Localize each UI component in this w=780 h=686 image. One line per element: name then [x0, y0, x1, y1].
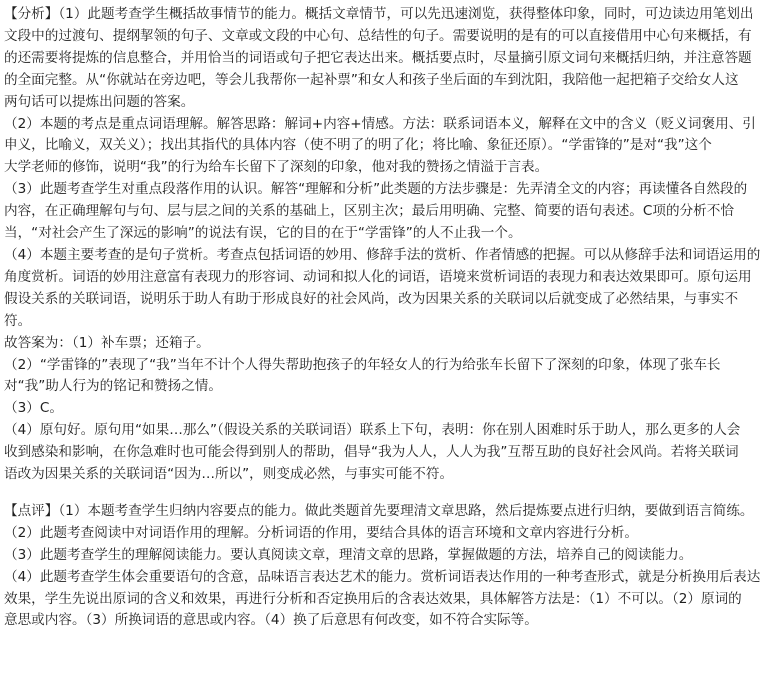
analysis-line: 内容，在正确理解句与句、层与层之间的关系的基础上，区别主次；最后用明确、完整、简要的语句表述。C项的分析不恰: [4, 203, 734, 220]
answer-line: （4）原句好。原句用“如果…那么”（假设关系的关联词语）联系上下句，表明：你在别人困难时乐于助人，那么更多的人会: [4, 422, 741, 439]
answer-line: 语改为因果关系的关联词语“因为…所以”，则变成必然，与事实可能不符。: [4, 466, 454, 483]
analysis-line: 两句话可以提炼出问题的答案。: [4, 93, 195, 110]
comment-line: （4）此题考查学生体会重要语句的含意，品味语言表达艺术的能力。赏析词语表达作用的一种考查形式，就是分析换用后表达: [4, 568, 761, 585]
analysis-line: 假设关系的关联词语，说明乐于助人有助于形成良好的社会风尚，改为因果关系的关联词以后就变成了必然结果，与事实不: [4, 290, 739, 307]
analysis-line: 大学老师的修饰，说明“我”的行为给车长留下了深刻的印象，他对我的赞扬之情溢于言表。: [4, 159, 549, 176]
analysis-line: （2）本题的考点是重点词语理解。解答思路：解词+内容+情感。方法：联系词语本义，解释在文中的含义（贬义词褒用、引: [4, 115, 756, 132]
answer-line: （3）C。: [4, 400, 63, 417]
answer-line: 收到感染和影响，在你急难时也可能会得到别人的帮助，倡导“我为人人，人人为我”互帮互助的良好社会风尚。若将关联词: [4, 444, 739, 461]
comment-line: 意思或内容。（3）所换词语的意思或内容。（4）换了后意思有何改变，如不符合实际等。: [4, 612, 538, 629]
analysis-section: [4, 4, 776, 486]
comment-line: （3）此题考查学生的理解阅读能力。要认真阅读文章，理清文章的思路，掌握做题的方法，培养自己的阅读能力。: [4, 546, 693, 563]
comment-line: 【点评】（1）本题考查学生归纳内容要点的能力。做此类题首先要理清文章思路，然后提炼要点进行归纳，要做到语言简练。: [4, 502, 754, 519]
comment-section: [4, 501, 776, 632]
analysis-line: （3）此题考查学生对重点段落作用的认识。解答“理解和分析”此类题的方法步骤是：先弄清全文的内容；再读懂各自然段的: [4, 181, 748, 198]
analysis-line: （4）本题主要考查的是句子赏析。考查点包括词语的妙用、修辞手法的赏析、作者情感的把握。可以从修辞手法和词语运用的: [4, 246, 761, 263]
analysis-line: 角度赏析。词语的妙用注意富有表现力的形容词、动词和拟人化的词语，语境来赏析词语的表现力和表达效果即可。原句运用: [4, 268, 752, 285]
analysis-line: 的全面完整。从“你就站在旁边吧，等会儿我帮你一起补票”和女人和孩子坐后面的车到沈阳，我陪他一起把箱子交给女人这: [4, 71, 739, 88]
analysis-line: 申义，比喻义，双关义）；找出其指代的具体内容（使不明了的明了化；将比喻、象征还原）。“学雷锋的”是对“我”这个: [4, 137, 712, 154]
comment-line: （2）此题考查阅读中对词语作用的理解。分析词语的作用，要结合具体的语言环境和文章内容进行分析。: [4, 524, 638, 541]
analysis-line: 文段中的过渡句、提纲挈领的句子、文章或文段的中心句、总结性的句子。需要说明的是有的可以直接借用中心句来概括，有: [4, 27, 752, 44]
analysis-line: 的还需要将提炼的信息整合，并用恰当的词语或句子把它表达出来。概括要点时，尽量摘引原文词句来概括归纳，并注意答题: [4, 49, 752, 66]
answer-line: （2）“学雷锋的”表现了“我”当年不计个人得失帮助抱孩子的年轻女人的行为给张车长留下了深刻的印象，体现了张车长: [4, 356, 721, 373]
comment-line: 效果，学生先说出原词的含义和效果，再进行分析和否定换用后的含表达效果，具体解答方法是：（1）不可以。（2）原词的: [4, 590, 742, 607]
section-gap: [4, 486, 776, 501]
answer-line: 对“我”助人行为的铭记和赞扬之情。: [4, 378, 222, 395]
answer-line: 故答案为：（1）补车票；还箱子。: [4, 334, 210, 351]
analysis-line: 【分析】（1）此题考查学生概括故事情节的能力。概括文章情节，可以先迅速浏览，获得整体印象，同时，可边读边用笔划出: [4, 6, 754, 22]
analysis-line: 当，“对社会产生了深远的影响”的说法有误，它的目的在于“学雷锋”的人不止我一个。: [4, 225, 522, 242]
analysis-line: 符。: [4, 312, 32, 329]
